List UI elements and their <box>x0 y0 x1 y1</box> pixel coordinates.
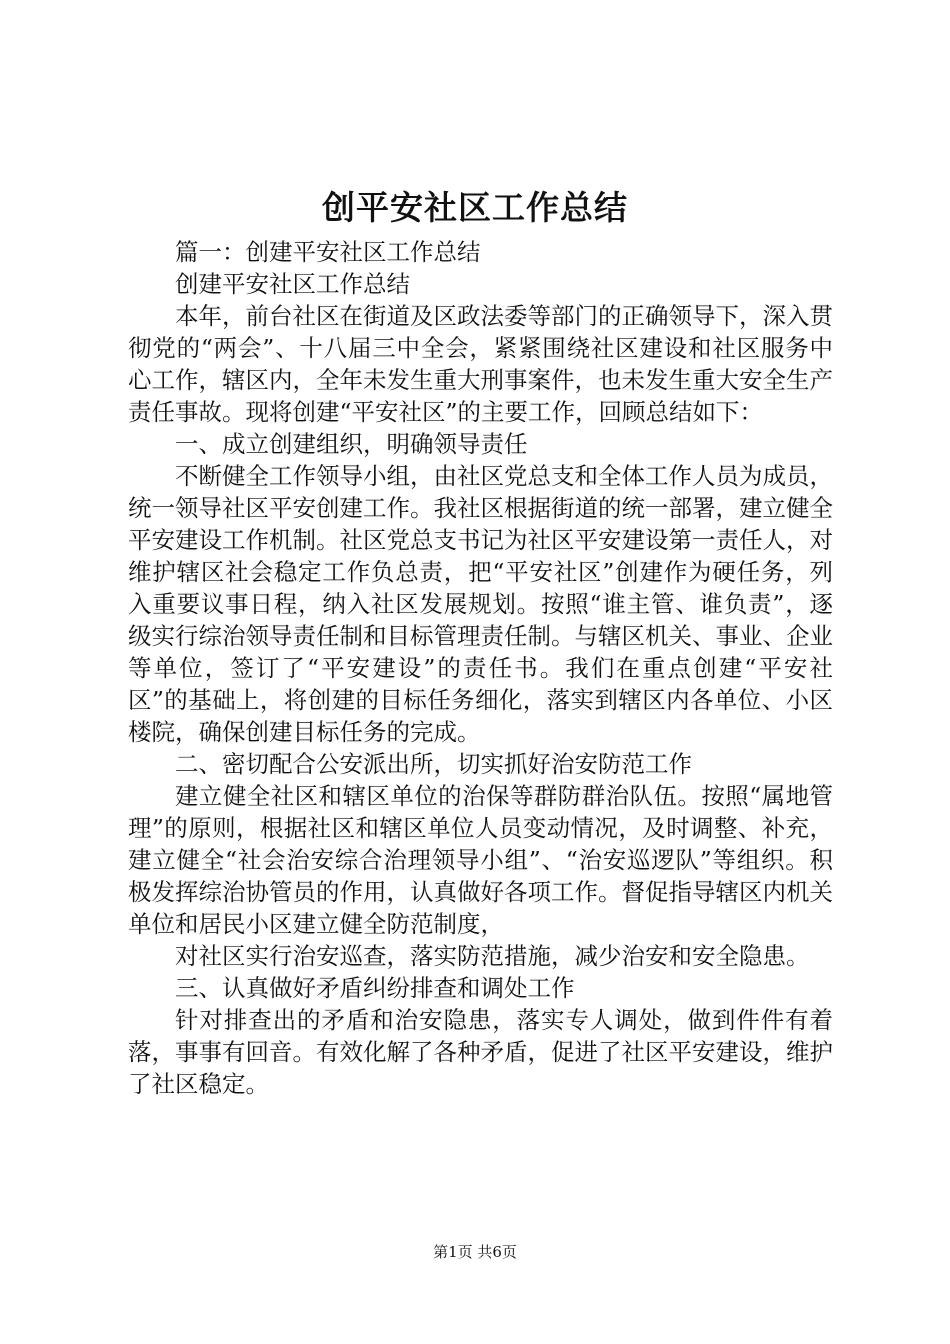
paragraph: 本年，前台社区在街道及区政法委等部门的正确领导下，深入贯彻党的“两会”、十八届三中全会，紧紧围绕社区建设和社区服务中心工作，辖区内，全年未发生重大刑事案件，也未发生重大安全生产责任事故。现将创建“平安社区”的主要工作，回顾总结如下： <box>128 302 833 426</box>
paragraph: 建立健全社区和辖区单位的治保等群防群治队伍。按照“属地管理”的原则，根据社区和辖区单位人员变动情况，及时调整、补充，建立健全“社会治安综合治理领导小组”、“治安巡逻队”等组织。积极发挥综治协管员的作用，认真做好各项工作。督促指导辖区内机关单位和居民小区建立健全防范制度， <box>128 782 833 938</box>
section-heading: 三、认真做好矛盾纠纷排查和调处工作 <box>175 974 575 1002</box>
paragraph: 对社区实行治安巡查，落实防范措施，减少治安和安全隐患。 <box>175 942 810 970</box>
subtitle: 创建平安社区工作总结 <box>175 270 410 298</box>
section-heading: 二、密切配合公安派出所，切实抓好治安防范工作 <box>175 750 692 778</box>
paragraph: 针对排查出的矛盾和治安隐患，落实专人调处，做到件件有着落，事事有回音。有效化解了各种矛盾，促进了社区平安建设，维护了社区稳定。 <box>128 1006 833 1098</box>
section-heading: 一、成立创建组织，明确领导责任 <box>175 430 528 458</box>
section-heading: 篇一：创建平安社区工作总结 <box>175 238 481 266</box>
document-body <box>128 236 833 1100</box>
page-footer: 第1页 共6页 <box>433 1243 517 1261</box>
paragraph: 不断健全工作领导小组，由社区党总支和全体工作人员为成员，统一领导社区平安创建工作。我社区根据街道的统一部署，建立健全平安建设工作机制。社区党总支书记为社区平安建设第一责任人，对维护辖区社会稳定工作负总责，把“平安社区”创建作为硬任务，列入重要议事日程，纳入社区发展规划。按照“谁主管、谁负责”，逐级实行综治领导责任制和目标管理责任制。与辖区机关、事业、企业等单位，签订了“平安建设”的责任书。我们在重点创建“平安社区”的基础上，将创建的目标任务细化，落实到辖区内各单位、小区楼院，确保创建目标任务的完成。 <box>128 462 833 746</box>
document-title: 创平安社区工作总结 <box>322 188 628 227</box>
